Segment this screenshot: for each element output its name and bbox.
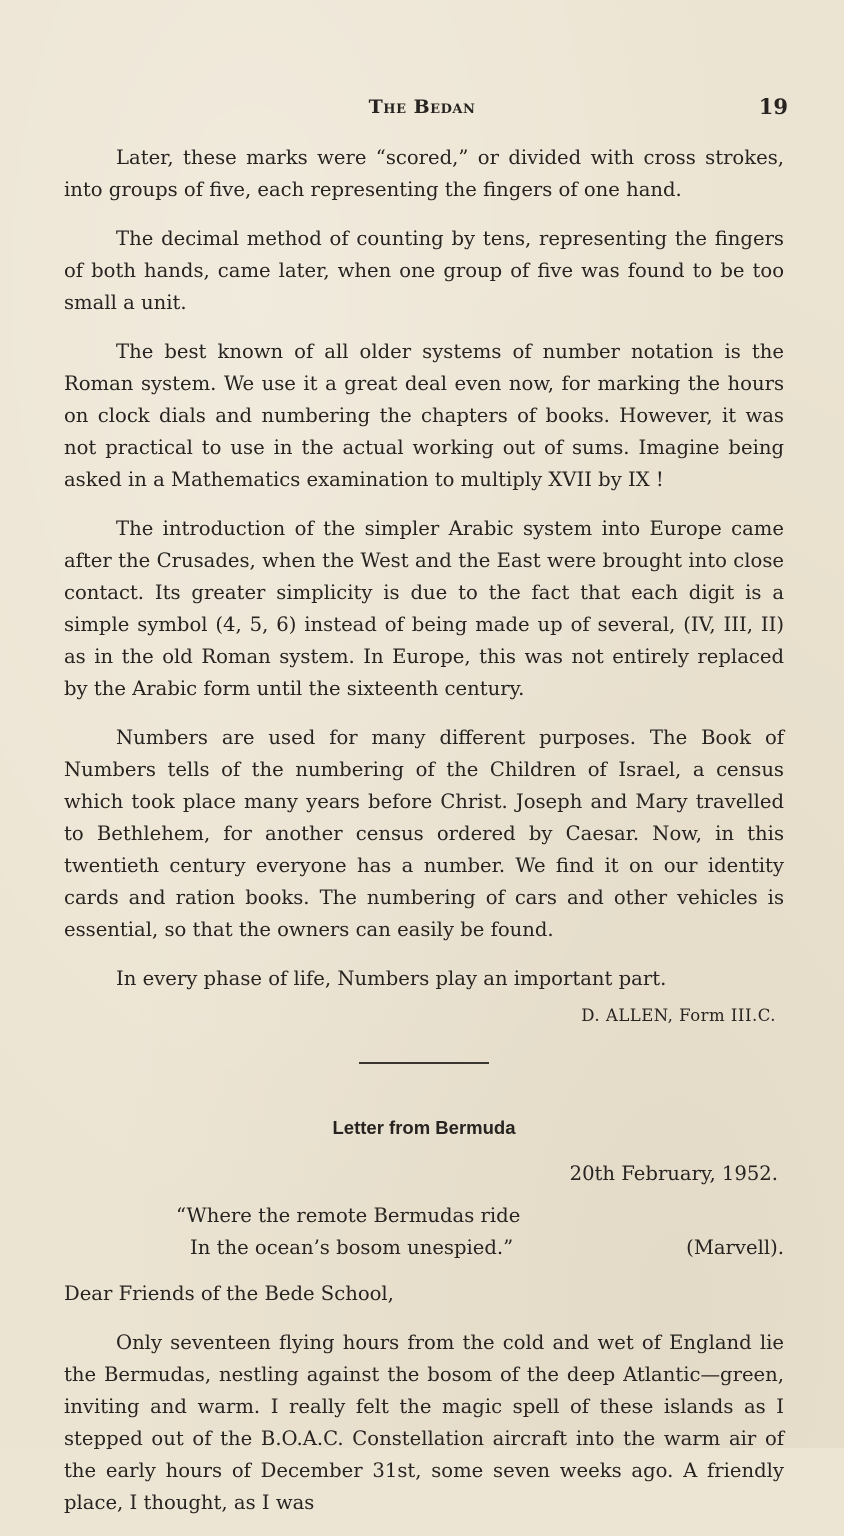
article-paragraph: Numbers are used for many different purposes. The Book of Numbers tells of the numbering of the Children of Israel, a census which took place many years before Christ. Joseph and Mary travelled to Bethlehem, for another census ordered by Caesar. Now, in this twentieth century everyone has a number. We find it on our identity cards and ration books. The numbering of cars and other vehicles is essential, so that the owners can easily be found. <box>64 726 784 941</box>
letter-title: Letter from Bermuda <box>332 1117 516 1138</box>
section-divider <box>359 1062 489 1064</box>
running-title: The Bedan <box>368 96 476 118</box>
article-signature: D. ALLEN, Form III.C. <box>581 1006 776 1025</box>
article-paragraph: The best known of all older systems of number notation is the Roman system. We use it a great deal even now, for marking the hours on clock dials and numbering the chapters of books. However, it was not practical to use in the actual working out of sums. Imagine being asked in a Mathematics examination to multiply XVII by IX ! <box>64 340 784 491</box>
article-paragraph: The introduction of the simpler Arabic system into Europe came after the Crusades, when the West and the East were brought into close contact. Its greater simplicity is due to the fact that each digit is a simple symbol (4, 5, 6) instead of being made up of several, (IV, III, II) as in the old Roman system. In Europe, this was not entirely replaced by the Arabic form until the sixteenth century. <box>64 517 784 700</box>
letter-salutation: Dear Friends of the Bede School, <box>64 1282 394 1305</box>
article-paragraph: In every phase of life, Numbers play an important part. <box>116 967 667 990</box>
epigraph-line-1: “Where the remote Bermudas ride <box>176 1204 521 1227</box>
epigraph-line-2: In the ocean’s bosom unespied.” <box>190 1236 514 1259</box>
epigraph <box>64 1200 784 1264</box>
article-paragraph: The decimal method of counting by tens, representing the fingers of both hands, came later, when one group of five was found to be too small a unit. <box>64 227 784 314</box>
letter-body: Only seventeen flying hours from the cold and wet of England lie the Bermudas, nestling against the bosom of the deep Atlantic—green, inviting and warm. I really felt the magic spell of these islands as I stepped out of the B.O.A.C. Constellation aircraft into the warm air of the early hours of December 31st, some seven weeks ago. A friendly place, I thought, as I was <box>64 1331 784 1514</box>
page-body <box>64 142 784 1536</box>
page-number: 19 <box>758 94 788 119</box>
letter-date: 20th February, 1952. <box>569 1162 778 1185</box>
epigraph-attribution: (Marvell). <box>686 1236 784 1259</box>
article-paragraph: Later, these marks were “scored,” or divided with cross strokes, into groups of five, each representing the fingers of one hand. <box>64 146 784 201</box>
